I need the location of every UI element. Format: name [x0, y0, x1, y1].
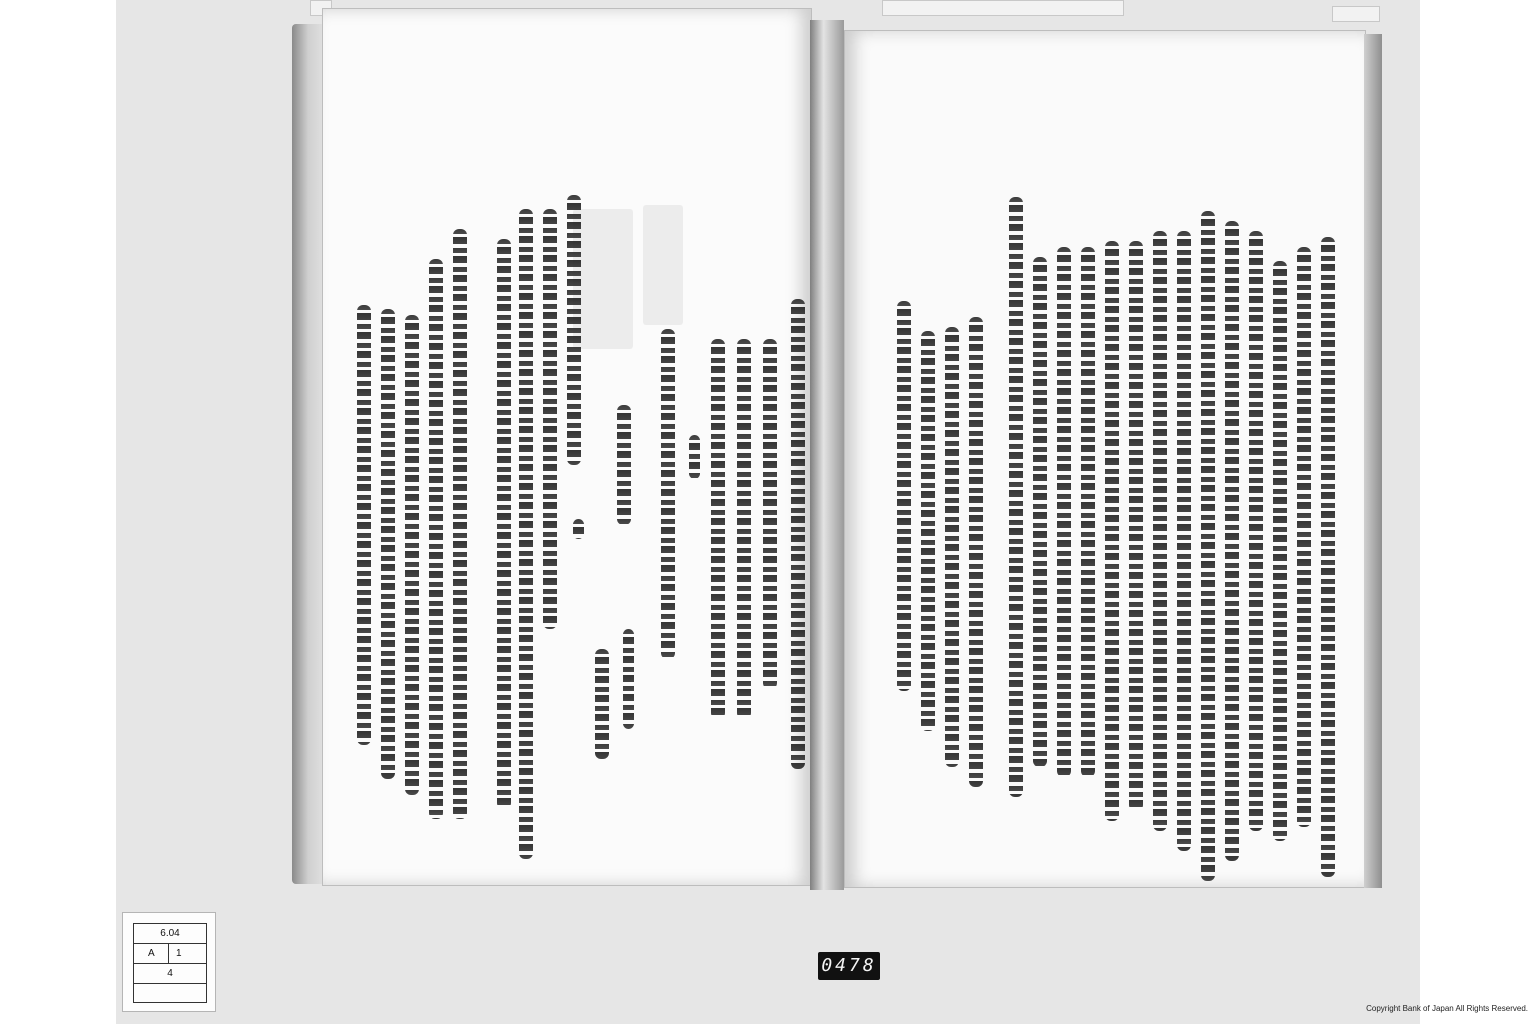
frame-number: 0478 — [818, 952, 880, 980]
reference-row — [134, 984, 206, 1003]
left-page — [322, 8, 812, 886]
manuscript-column — [945, 327, 959, 767]
manuscript-signature — [595, 649, 609, 759]
manuscript-column — [1129, 241, 1143, 811]
manuscript-signature — [623, 629, 634, 729]
reference-series: A — [148, 948, 155, 959]
manuscript-column — [897, 301, 911, 691]
open-ledger-book — [292, 0, 1384, 900]
reference-grid — [133, 923, 207, 1003]
manuscript-signature — [617, 405, 631, 525]
manuscript-column — [1273, 261, 1287, 841]
manuscript-column — [1057, 247, 1071, 777]
manuscript-column — [405, 315, 419, 795]
reference-item: 4 — [167, 968, 173, 979]
page-tab — [882, 0, 1124, 16]
page-tab — [1332, 6, 1380, 22]
manuscript-column — [567, 195, 581, 465]
reference-volume: 1 — [176, 948, 182, 959]
manuscript-column — [381, 309, 395, 779]
reference-row — [134, 924, 206, 944]
manuscript-column — [1081, 247, 1095, 777]
manuscript-column — [1249, 231, 1263, 831]
bleed-through — [573, 209, 633, 349]
reference-row — [134, 964, 206, 984]
manuscript-column — [791, 299, 805, 769]
right-page — [844, 30, 1366, 888]
reference-divider — [168, 944, 169, 963]
manuscript-column — [573, 519, 584, 539]
manuscript-column — [763, 339, 777, 689]
manuscript-column — [519, 209, 533, 859]
manuscript-column — [921, 331, 935, 731]
manuscript-column — [497, 239, 511, 809]
manuscript-column — [661, 329, 675, 659]
archive-reference-card — [122, 912, 216, 1012]
manuscript-column — [1201, 211, 1215, 881]
reference-code: 6.04 — [160, 928, 180, 939]
manuscript-column — [543, 209, 557, 629]
reference-row — [134, 944, 206, 964]
manuscript-column — [1321, 237, 1335, 877]
manuscript-column — [1105, 241, 1119, 821]
manuscript-column — [1177, 231, 1191, 851]
stacked-pages-right — [1364, 34, 1382, 888]
manuscript-column — [689, 435, 700, 479]
manuscript-column — [711, 339, 725, 719]
manuscript-column — [1153, 231, 1167, 831]
manuscript-column — [969, 317, 983, 787]
manuscript-column — [1297, 247, 1311, 827]
manuscript-column — [429, 259, 443, 819]
copyright-notice: Copyright Bank of Japan All Rights Reserved. — [1366, 1004, 1528, 1013]
manuscript-column — [1033, 257, 1047, 767]
bleed-through — [643, 205, 683, 325]
manuscript-column — [1225, 221, 1239, 861]
manuscript-column — [453, 229, 467, 819]
manuscript-column — [1009, 197, 1023, 797]
manuscript-column — [737, 339, 751, 719]
book-gutter — [810, 20, 844, 890]
manuscript-column — [357, 305, 371, 745]
